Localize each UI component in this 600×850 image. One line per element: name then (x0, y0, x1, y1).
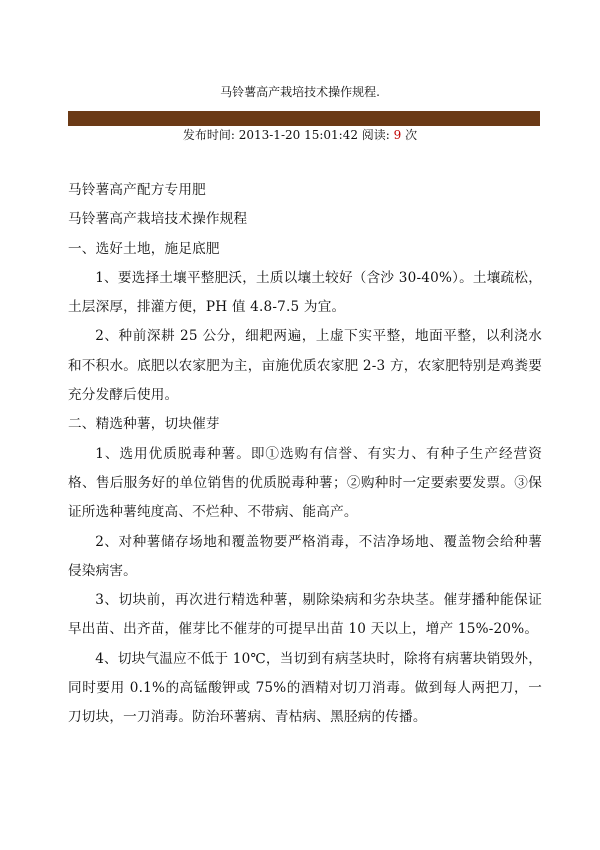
paragraph-knife-disinfection: 4、切块气温应不低于 10℃，当切到有病茎块时，除将有病薯块销毁外，同时要用 0.1%的高锰酸钾或 75%的酒精对切刀消毒。做到每人两把刀，一刀切块，一刀消毒。防治环薯病、青枯病、黑胫病的传播。 (68, 650, 542, 726)
title-divider-bar (68, 111, 540, 126)
publish-meta (0, 127, 600, 143)
paragraph-soil: 1、要选择土壤平整肥沃，土质以壤土较好（含沙 30-40%）。土壤疏松，土层深厚，排灌方便，PH 值 4.8-7.5 为宜。 (68, 269, 542, 316)
paragraph-disinfection: 2、对种薯储存场地和覆盖物要严格消毒，不洁净场地、覆盖物会给种薯侵染病害。 (68, 533, 542, 579)
section-heading-2: 二、精选种薯，切块催芽 (68, 416, 220, 433)
document-title: 马铃薯高产栽培技术操作规程. (220, 85, 380, 99)
read-count-unit: 次 (401, 128, 418, 142)
read-count: 9 (393, 128, 402, 142)
paragraph-cutting: 3、切块前，再次进行精选种薯，剔除染病和劣杂块茎。催芽播种能保证早出苗、出齐苗，催芽比不催芽的可提早出苗 10 天以上，增产 15%-20%。 (68, 592, 542, 638)
subtitle-fertilizer: 马铃薯高产配方专用肥 (68, 182, 206, 198)
publish-meta-text: 发布时间: 2013-1-20 15:01:42 阅读: (182, 128, 394, 142)
paragraph-block (68, 440, 542, 733)
paragraph-block (68, 264, 542, 410)
article-body (68, 176, 542, 733)
section-heading-1: 一、选好土地，施足底肥 (68, 240, 220, 257)
subtitle-procedure: 马铃薯高产栽培技术操作规程 (68, 211, 248, 228)
paragraph-seed-selection: 1、选用优质脱毒种薯。即①选购有信誉、有实力、有种子生产经营资格、售后服务好的单位销售的优质脱毒种薯；②购种时一定要索要发票。③保证所选种薯纯度高、不烂种、不带病、能高产。 (68, 445, 542, 521)
paragraph-tillage: 2、种前深耕 25 公分，细耙两遍，上虚下实平整，地面平整，以利浇水和不积水。底肥以农家肥为主，亩施优质农家肥 2-3 方，农家肥特别是鸡粪要充分发酵后使用。 (68, 328, 542, 404)
